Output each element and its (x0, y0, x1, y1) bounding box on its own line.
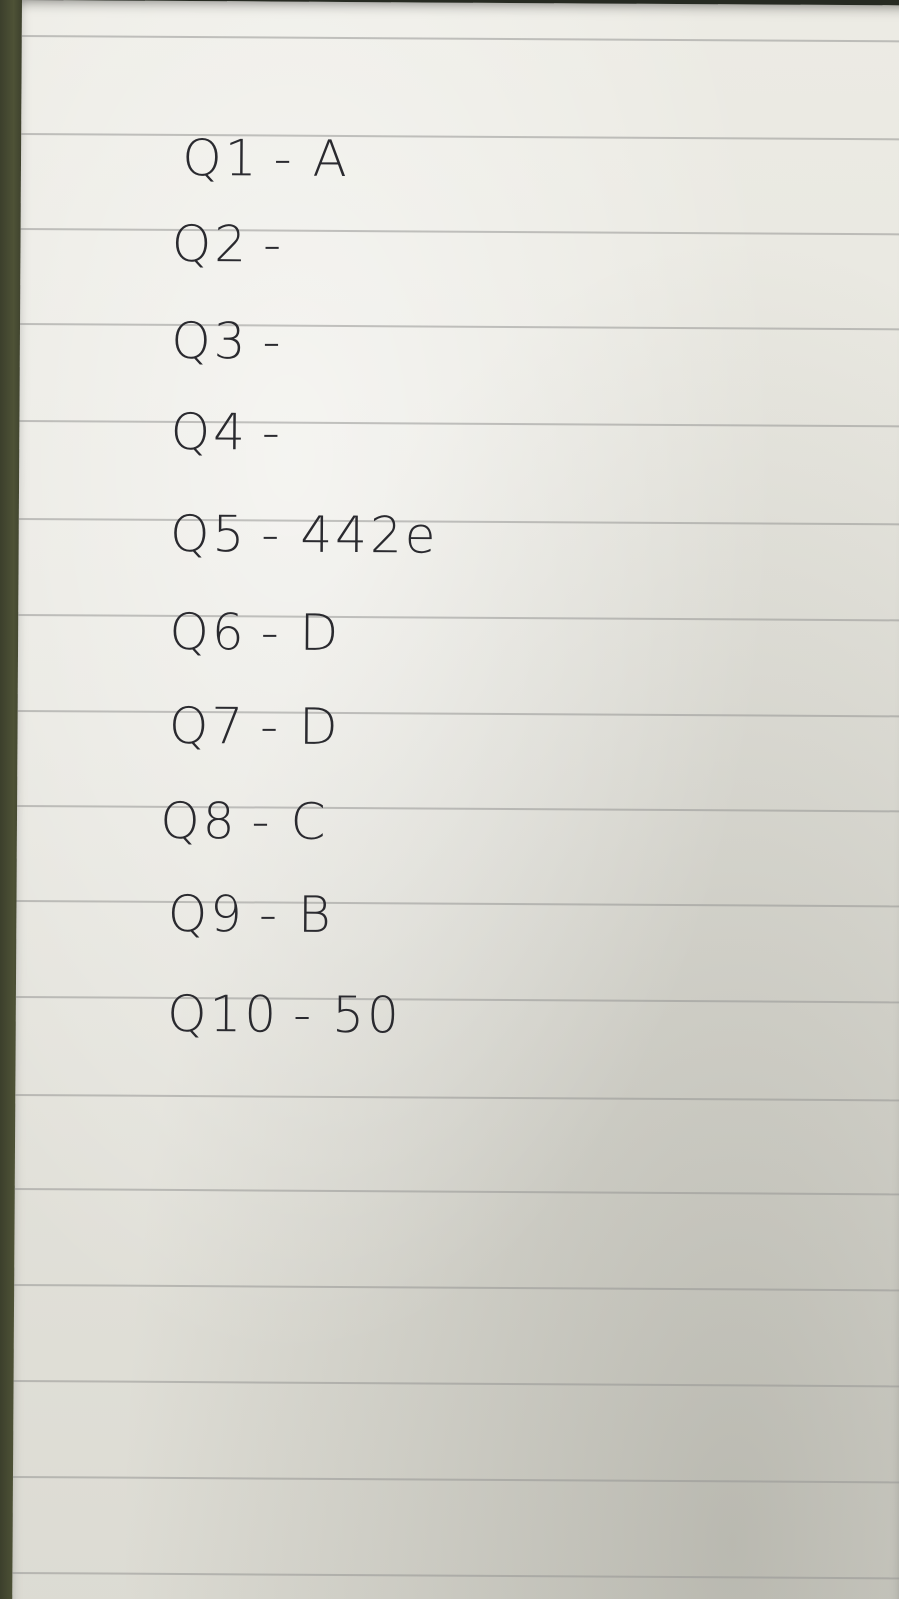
question-number: Q6 (169, 602, 247, 662)
question-number: Q5 (169, 504, 248, 564)
question-number: Q2 (171, 214, 250, 274)
answer-dash: - (251, 792, 273, 851)
question-number: Q7 (168, 696, 247, 756)
answer-row-q10 (53, 938, 402, 1090)
answer-dash: - (261, 505, 283, 564)
ruled-line (14, 1380, 899, 1387)
answer-value: C (290, 792, 329, 851)
question-number: Q1 (182, 128, 260, 188)
question-number: Q10 (167, 984, 280, 1044)
answer-value: D (299, 603, 342, 662)
ruled-line (13, 1476, 899, 1483)
question-number: Q9 (167, 884, 246, 944)
answer-dash: - (259, 697, 282, 756)
answer-dash: - (262, 312, 284, 371)
question-number: Q3 (171, 311, 249, 371)
question-number: Q8 (160, 791, 238, 851)
answer-dash: - (292, 985, 315, 1044)
ruled-line (15, 1188, 899, 1195)
answer-dash: - (260, 603, 282, 662)
ruled-line (22, 35, 899, 42)
answer-dash: - (258, 885, 281, 944)
ruled-line (14, 1284, 899, 1291)
ruled-line (12, 1572, 899, 1579)
ruled-paper-page (12, 0, 899, 1599)
answer-dash: - (273, 129, 295, 188)
answer-dash: - (261, 403, 284, 462)
answer-value: A (312, 129, 351, 189)
answer-value: 442e (300, 505, 439, 565)
question-number: Q4 (170, 402, 249, 462)
ruled-line (15, 1094, 899, 1101)
answer-value: 50 (332, 985, 403, 1045)
answer-value: D (298, 697, 341, 756)
answer-value: B (297, 885, 334, 944)
answer-dash: - (262, 215, 285, 274)
